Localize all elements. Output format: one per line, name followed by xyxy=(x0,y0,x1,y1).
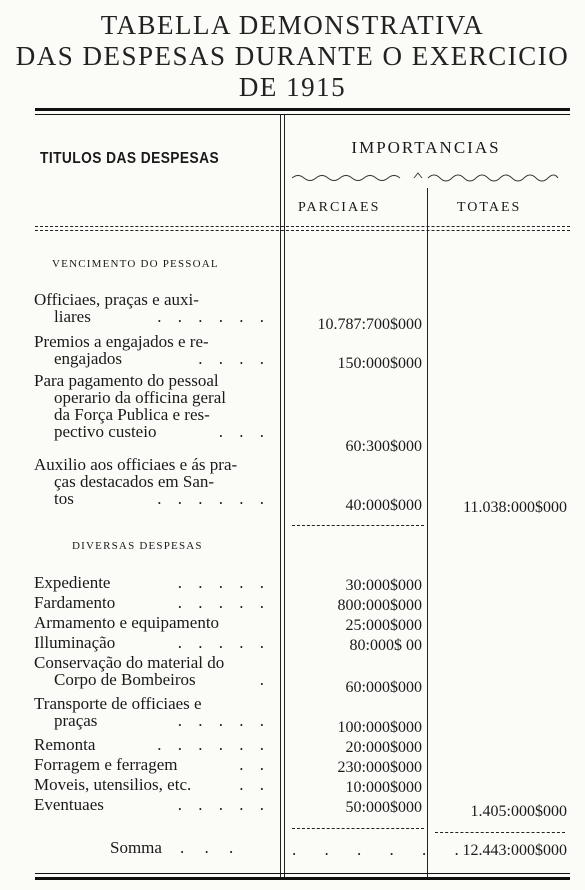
top-rule-thick xyxy=(35,108,570,111)
title-line-1: TABELLA DEMONSTRATIVA xyxy=(100,10,485,40)
leader-dots: . . . xyxy=(180,838,242,857)
bottom-rule-thin xyxy=(35,873,570,874)
bottom-rule-thick xyxy=(35,877,570,880)
item-expediente xyxy=(34,574,270,591)
grand-total-value: 12.443:000$000 xyxy=(462,842,567,859)
item-text: Illuminação . . . . . xyxy=(34,633,270,652)
item-pessoal-operario xyxy=(34,372,270,440)
item-text: Expediente . . . . . xyxy=(34,573,270,592)
item-text: Corpo de Bombeiros . xyxy=(54,670,270,689)
ornament-rule xyxy=(288,170,563,182)
item-text: Forragem e ferragem . . xyxy=(34,755,270,774)
item-text: operario da officina geral xyxy=(54,388,226,407)
header-rule-2 xyxy=(35,230,570,231)
parcial-value: 40:000$000 xyxy=(345,497,422,514)
item-text: da Força Publica e res- xyxy=(54,405,210,424)
item-text: Premios a engajados e re- xyxy=(34,332,209,351)
item-text: Para pagamento do pessoal xyxy=(34,371,219,390)
parcial-value: 800:000$000 xyxy=(337,597,422,614)
item-auxilio xyxy=(34,456,270,507)
item-officiaes xyxy=(34,291,270,325)
subtotal-rule xyxy=(292,525,424,526)
item-premios xyxy=(34,333,270,367)
item-text: ças destacados em San- xyxy=(54,472,215,491)
parcial-value: 10.787:700$000 xyxy=(317,316,422,333)
parcial-value: 30:000$000 xyxy=(345,577,422,594)
item-text: Armamento e equipamento xyxy=(34,613,220,632)
item-text: tos . . . . . . xyxy=(54,489,270,508)
item-remonta xyxy=(34,736,270,753)
top-rule-thin xyxy=(35,114,570,115)
total-value: 1.405:000$000 xyxy=(470,803,567,820)
item-armamento xyxy=(34,614,270,631)
item-forragem xyxy=(34,756,270,773)
header-totaes: TOTAES xyxy=(457,200,522,215)
parcial-value: 60:300$000 xyxy=(345,438,422,455)
item-fardamento xyxy=(34,594,270,611)
header-titulos: TITULOS DAS DESPESAS xyxy=(40,150,220,167)
item-text: pectivo custeio . . . xyxy=(54,422,270,441)
parcial-value: 50:000$000 xyxy=(345,799,422,816)
item-transporte xyxy=(34,695,270,729)
item-text: liares . . . . . . xyxy=(54,307,270,326)
parcial-value: 60:000$000 xyxy=(345,679,422,696)
subtotal-rule xyxy=(292,828,424,829)
parcial-value: 25:000$000 xyxy=(345,617,422,634)
item-text: Eventuaes . . . . . xyxy=(34,795,270,814)
header-rule xyxy=(35,226,570,227)
leader-dots: . . . . . . xyxy=(292,840,471,859)
column-divider-totals xyxy=(427,188,428,880)
item-text: Officiaes, praças e auxi- xyxy=(34,290,199,309)
item-illuminacao xyxy=(34,634,270,651)
parcial-value: 230:000$000 xyxy=(337,759,422,776)
item-text: Auxilio aos officiaes e ás pra- xyxy=(34,455,238,474)
item-eventuaes xyxy=(34,796,270,813)
parcial-value: 100:000$000 xyxy=(337,719,422,736)
parcial-value: 80:000$ 00 xyxy=(349,637,422,654)
item-text: Transporte de officiaes e xyxy=(34,694,202,713)
section-heading-diversas: DIVERSAS DESPESAS xyxy=(72,540,203,552)
title-line-3: DE 1915 xyxy=(238,72,347,102)
item-conservacao xyxy=(34,654,270,688)
header-importancias: IMPORTANCIAS xyxy=(351,138,501,157)
parcial-value: 20:000$000 xyxy=(345,739,422,756)
total-rule xyxy=(435,832,565,833)
total-value: 11.038:000$000 xyxy=(463,499,567,516)
item-text: Fardamento . . . . . xyxy=(34,593,270,612)
parcial-value: 150:000$000 xyxy=(337,355,422,372)
title-line-2: DAS DESPESAS DURANTE O EXERCICIO xyxy=(15,41,570,71)
item-text: Conservação do material do xyxy=(34,653,225,672)
item-moveis xyxy=(34,776,270,793)
item-text: Moveis, utensilios, etc. . . xyxy=(34,775,270,794)
header-parciaes: PARCIAES xyxy=(298,200,381,215)
item-text: Remonta . . . . . . xyxy=(34,735,270,754)
section-heading-vencimento: VENCIMENTO DO PESSOAL xyxy=(52,258,219,270)
item-text: engajados . . . . xyxy=(54,349,270,368)
parcial-value: 10:000$000 xyxy=(345,779,422,796)
item-text: praças . . . . . xyxy=(54,711,270,730)
somma-label: Somma xyxy=(110,838,162,857)
